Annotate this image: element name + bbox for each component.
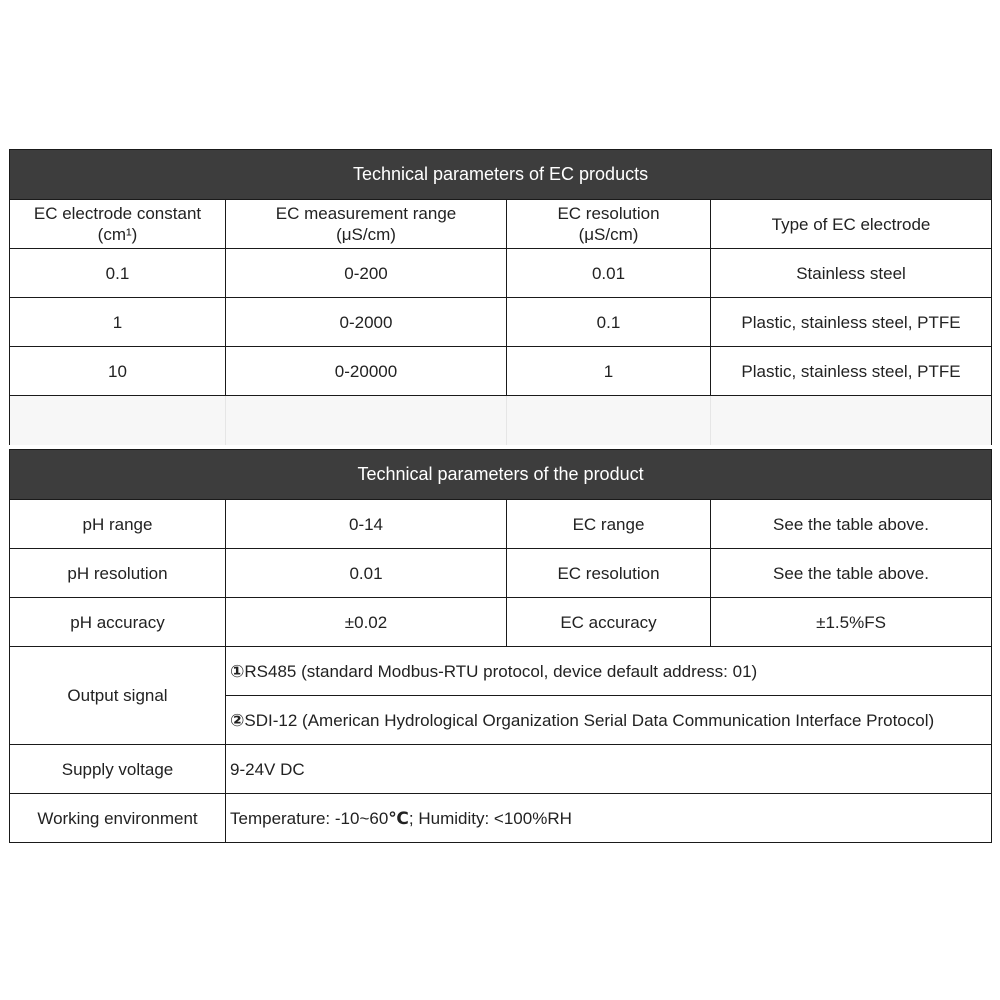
working-environment-value: Temperature: -10~60℃; Humidity: <100%RH <box>226 794 992 843</box>
product-parameters-table <box>9 449 992 843</box>
table-cell: Stainless steel <box>711 249 992 298</box>
header-resolution: EC resolution (μS/cm) <box>507 200 711 249</box>
table-cell: Plastic, stainless steel, PTFE <box>711 347 992 396</box>
table-cell: 0.1 <box>507 298 711 347</box>
spacer-cell <box>507 396 711 445</box>
spacer-cell <box>711 396 992 445</box>
table-cell: 0-14 <box>226 500 507 549</box>
output-signal-item-1: ①RS485 (standard Modbus-RTU protocol, device default address: 01) <box>226 647 992 696</box>
table-cell: Plastic, stainless steel, PTFE <box>711 298 992 347</box>
ec-parameters-table <box>9 149 992 445</box>
table-cell: pH resolution <box>10 549 226 598</box>
working-environment-label: Working environment <box>10 794 226 843</box>
circled-one-marker: ① <box>230 661 245 681</box>
table-cell: 0-200 <box>226 249 507 298</box>
table-row <box>10 598 992 647</box>
table-cell: 0.01 <box>507 249 711 298</box>
table-row <box>10 500 992 549</box>
table-cell: 10 <box>10 347 226 396</box>
table-cell: ±1.5%FS <box>711 598 992 647</box>
header-measurement-range: EC measurement range (μS/cm) <box>226 200 507 249</box>
table-cell: EC range <box>507 500 711 549</box>
table-cell: pH range <box>10 500 226 549</box>
table-cell: See the table above. <box>711 549 992 598</box>
circled-two-marker: ② <box>230 710 245 730</box>
header-electrode-type: Type of EC electrode <box>711 200 992 249</box>
supply-voltage-value: 9-24V DC <box>226 745 992 794</box>
ec-table-title: Technical parameters of EC products <box>10 150 992 200</box>
table-cell: pH accuracy <box>10 598 226 647</box>
table-cell: 1 <box>507 347 711 396</box>
header-electrode-constant: EC electrode constant (cm¹) <box>10 200 226 249</box>
supply-voltage-row <box>10 745 992 794</box>
table-cell: 0-20000 <box>226 347 507 396</box>
output-signal-row <box>10 647 992 696</box>
product-table-title: Technical parameters of the product <box>10 450 992 500</box>
table-cell: 1 <box>10 298 226 347</box>
table-cell: EC accuracy <box>507 598 711 647</box>
table-cell: EC resolution <box>507 549 711 598</box>
table-cell: 0-2000 <box>226 298 507 347</box>
supply-voltage-label: Supply voltage <box>10 745 226 794</box>
table-cell: See the table above. <box>711 500 992 549</box>
output-signal-label: Output signal <box>10 647 226 745</box>
table-row <box>10 347 992 396</box>
table-cell: 0.01 <box>226 549 507 598</box>
table-row <box>10 549 992 598</box>
spacer-cell <box>10 396 226 445</box>
table-row <box>10 249 992 298</box>
spacer-row <box>10 396 992 445</box>
table-cell: ±0.02 <box>226 598 507 647</box>
working-environment-row <box>10 794 992 843</box>
table-row <box>10 298 992 347</box>
table-cell: 0.1 <box>10 249 226 298</box>
celsius-unit: ℃ <box>388 808 409 828</box>
output-signal-item-2: ②SDI-12 (American Hydrological Organization Serial Data Communication Interface Protocol) <box>226 696 992 745</box>
spacer-cell <box>226 396 507 445</box>
ec-table-header-row <box>10 200 992 249</box>
